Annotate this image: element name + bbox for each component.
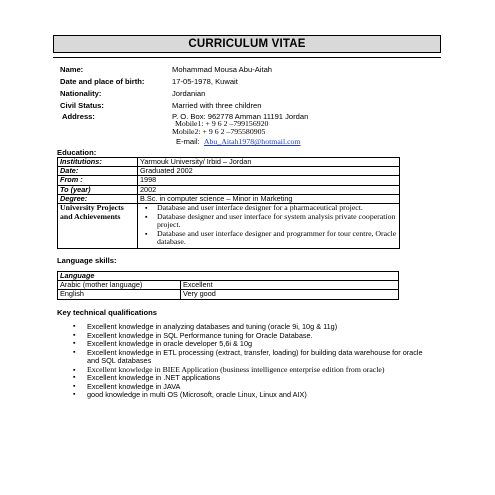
table-row [58, 167, 400, 176]
address-line: P. O. Box: 962778 Amman 11191 Jordan [172, 112, 309, 121]
table-row [58, 158, 400, 167]
list-item: ▪ Database and user interface designer for a pharmaceutical project. [157, 204, 397, 213]
skills-heading: Key technical qualifications [57, 308, 158, 317]
education-table [57, 157, 400, 249]
language-heading: Language skills: [57, 256, 117, 265]
mobile1: Mobile1: + 9 6 2 –799156920 [175, 119, 269, 128]
degree-label: Degree: [58, 194, 138, 203]
dob-value: 17-05-1978, Kuwait [172, 77, 238, 86]
institutions-value: Yarmouk University/ Irbid – Jordan [138, 158, 400, 167]
mobile2: Mobile2: + 9 6 2 –795580905 [172, 127, 266, 136]
language-level: Very good [181, 290, 399, 299]
name-value: Mohammad Mousa Abu-Aitah [172, 65, 273, 74]
list-item: ▪ Excellent knowledge in .NET applications [73, 374, 433, 383]
from-value: 1998 [138, 176, 400, 185]
cv-title: CURRICULUM VITAE [53, 35, 441, 53]
date-value: Graduated 2002 [138, 167, 400, 176]
from-label: From : [58, 176, 138, 185]
list-item: ▪ Excellent knowledge in oracle developer 5,6i & 10g [73, 340, 433, 349]
list-item: ▪ Database and user interface designer and programmer for tour centre, Oracle database. [157, 230, 397, 247]
language-name: Arabic (mother language) [58, 281, 181, 290]
list-item: ▪ good knowledge in multi OS (Microsoft, oracle Linux, Linux and AIX) [73, 391, 433, 400]
language-table [57, 271, 399, 300]
list-item: ▪ Database designer and user interface for system analysis private cooperation project. [157, 213, 397, 230]
projects-label: University Projects and Achievements [58, 204, 138, 249]
email-row [176, 137, 301, 147]
projects-list [140, 204, 397, 247]
education-heading: Education: [57, 148, 97, 157]
civil-status-value: Married with three children [172, 101, 262, 110]
to-value: 2002 [138, 185, 400, 194]
language-header: Language [58, 272, 399, 281]
to-label: To (year) [58, 185, 138, 194]
table-row [58, 176, 400, 185]
degree-value: B.Sc. in computer science – Minor in Marketing [138, 194, 400, 203]
email-label: E-mail: [176, 137, 200, 146]
projects-cell [138, 204, 400, 249]
title-divider [53, 57, 441, 58]
dob-label: Date and place of birth: [60, 77, 145, 86]
nationality-label: Nationality: [60, 89, 102, 98]
skills-list [73, 323, 433, 400]
table-row [58, 204, 400, 249]
language-name: English [58, 290, 181, 299]
language-level: Excellent [181, 281, 399, 290]
date-label: Date: [58, 167, 138, 176]
table-row [58, 281, 399, 290]
name-label: Name: [60, 65, 84, 74]
email-link[interactable]: Abu_Aitah1978@hotmail.com [203, 137, 301, 146]
nationality-value: Jordanian [172, 89, 206, 98]
list-item: ▪ Excellent knowledge in SQL Performance tuning for Oracle Database. [73, 332, 433, 341]
table-row [58, 185, 400, 194]
list-item: ▪ Excellent knowledge in analyzing databases and tuning (oracle 9i, 10g & 11g) [73, 323, 433, 332]
table-row [58, 290, 399, 299]
institutions-label: Institutions: [58, 158, 138, 167]
list-item: ▪ Excellent knowledge in JAVA [73, 383, 433, 392]
civil-status-label: Civil Status: [60, 101, 104, 110]
list-item: ▪ Excellent knowledge in BIEE Application (business intelligence enterprise edition from oracle) [73, 366, 433, 375]
list-item: ▪ Excellent knowledge in ETL processing (extract, transfer, loading) for building data warehouse for oracle and SQL databases [73, 349, 433, 366]
address-label: Address: [62, 112, 95, 121]
